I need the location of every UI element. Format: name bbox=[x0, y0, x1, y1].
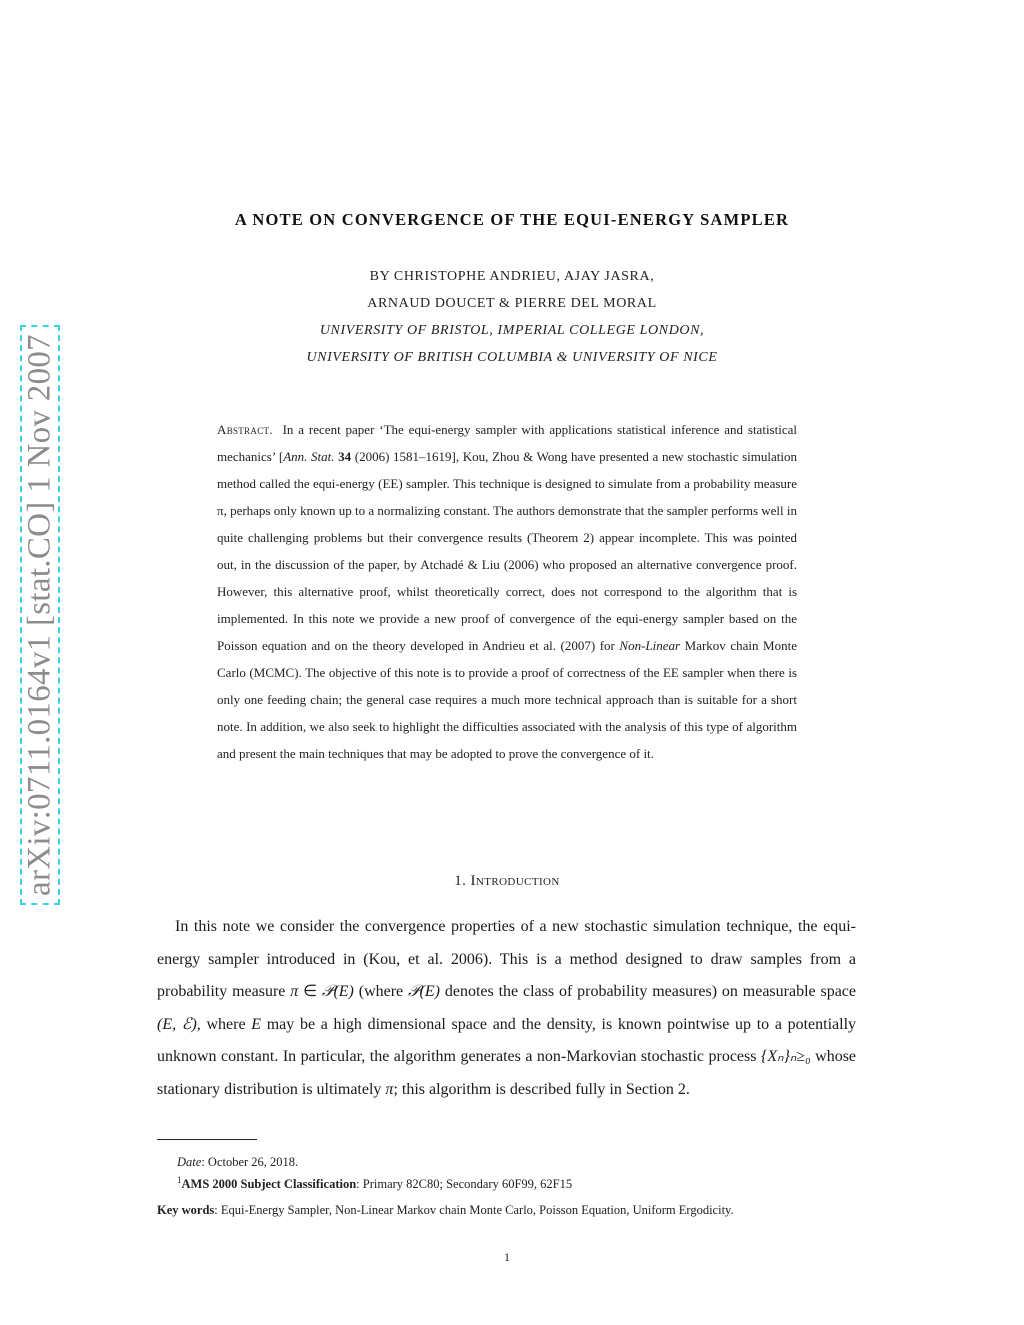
abstract-text-3: Markov chain Monte Carlo (MCMC). The objective of this note is to provide a proof of correctness of the EE sampler when there is only one feeding chain; the general case requires a much more technical approach than is suitable for a short note. In addition, we also seek to highlight the difficulties associated with the analysis of this type of algorithm and present the main techniques that may be adopted to prove the convergence of it. bbox=[217, 638, 797, 761]
footnote-date bbox=[177, 1155, 298, 1170]
abstract-text-1: In a recent paper ‘The equi-energy sampler with applications statistical inference and statistical mechanics’ [ bbox=[217, 422, 797, 464]
keywords-label: Key words bbox=[157, 1203, 215, 1217]
intro-text-7: whose stationary distribution is ultimately bbox=[157, 1048, 857, 1098]
intro-text-8: ; this algorithm is described fully in Section 2. bbox=[393, 1080, 690, 1098]
math-prob-space-2: 𝒫(E) bbox=[408, 983, 440, 1000]
abstract-nonlinear: Non-Linear bbox=[619, 638, 681, 653]
footnote-rule bbox=[157, 1139, 257, 1140]
affiliation-line-2: UNIVERSITY OF BRITISH COLUMBIA & UNIVERSITY OF NICE bbox=[306, 350, 718, 365]
math-pi-2: π bbox=[385, 1080, 394, 1098]
section-title: Introduction bbox=[470, 873, 560, 889]
intro-text-2: ∈ bbox=[303, 983, 318, 1000]
math-process: {Xₙ}ₙ≥₀ bbox=[760, 1048, 811, 1065]
intro-paragraph bbox=[157, 911, 856, 1106]
author-block bbox=[0, 263, 1024, 371]
abstract bbox=[217, 416, 797, 767]
paper-title: A NOTE ON CONVERGENCE OF THE EQUI-ENERGY SAMPLER bbox=[234, 210, 790, 229]
math-measurable-space: (E, ℰ) bbox=[157, 1015, 197, 1033]
intro-text-1: In this note we consider the convergence properties of a new stochastic simulation technique, the equi-energy sampler introduced in (Kou, et al. 2006). This is a method designed to draw samples from a probability measure bbox=[157, 918, 856, 1000]
section-heading bbox=[0, 873, 1014, 890]
math-prob-space: 𝒫(E) bbox=[321, 983, 354, 1000]
intro-text-5: , where bbox=[196, 1015, 246, 1033]
author-line-1: BY CHRISTOPHE ANDRIEU, AJAY JASRA, bbox=[369, 269, 655, 284]
ams-value: : Primary 82C80; Secondary 60F99, 62F15 bbox=[356, 1177, 573, 1192]
page-number: 1 bbox=[504, 1250, 510, 1264]
intro-text-3: (where bbox=[358, 983, 404, 1000]
ams-mark: 1 bbox=[177, 1175, 182, 1185]
section-number: 1. bbox=[454, 873, 467, 889]
math-pi: π bbox=[290, 983, 299, 1000]
intro-text-4: denotes the class of probability measures) on measurable space bbox=[444, 983, 857, 1000]
abstract-text-2: (2006) 1581–1619], Kou, Zhou & Wong have presented a new stochastic simulation method called the equi-energy (EE) sampler. This technique is designed to simulate from a probability measure π, perhaps only known up to a normalizing constant. The authors demonstrate that the sampler performs well in quite challenging problems but their convergence results (Theorem 2) appear incomplete. This was pointed out, in the discussion of the paper, by Atchadé & Liu (2006) who proposed an alternative convergence proof. However, this alternative proof, whilst theoretically correct, does not correspond to the algorithm that is implemented. In this note we provide a new proof of convergence of the equi-energy sampler based on the Poisson equation and on the theory developed in Andrieu et al. (2007) for bbox=[217, 449, 798, 653]
abstract-label: Abstract. bbox=[217, 422, 273, 437]
date-value: : October 26, 2018. bbox=[201, 1155, 299, 1169]
keywords-value: : Equi-Energy Sampler, Non-Linear Markov chain Monte Carlo, Poisson Equation, Uniform Ergodicity. bbox=[214, 1203, 734, 1217]
abstract-volume: 34 bbox=[338, 449, 352, 464]
footnote-ams bbox=[177, 1175, 572, 1192]
math-e: E bbox=[251, 1015, 262, 1033]
affiliation-line-1: UNIVERSITY OF BRISTOL, IMPERIAL COLLEGE LONDON, bbox=[319, 323, 705, 338]
keywords bbox=[157, 1197, 856, 1224]
intro-text-6: may be a high dimensional space and the density, is known pointwise up to a potentially unknown constant. In particular, the algorithm generates a non-Markovian stochastic process bbox=[157, 1015, 857, 1065]
ams-label: AMS 2000 Subject Classification bbox=[181, 1177, 357, 1192]
date-label: Date bbox=[177, 1155, 202, 1169]
arxiv-stamp[interactable]: arXiv:0711.0164v1 [stat.CO] 1 Nov 2007 bbox=[21, 334, 58, 896]
author-line-2: ARNAUD DOUCET & PIERRE DEL MORAL bbox=[367, 296, 657, 311]
abstract-journal: Ann. Stat. bbox=[283, 449, 335, 464]
